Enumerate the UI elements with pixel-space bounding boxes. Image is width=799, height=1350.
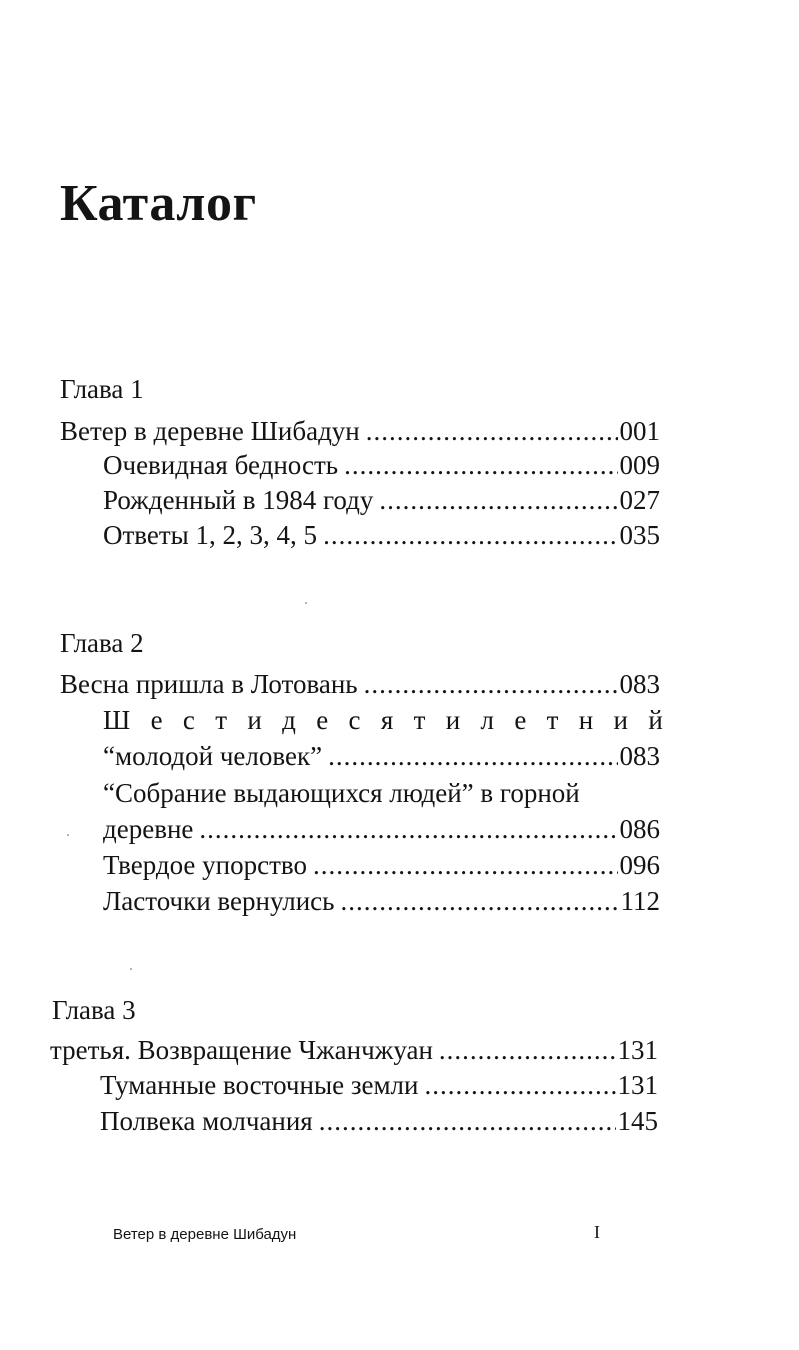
page-title: Каталог	[60, 175, 257, 232]
toc-entry[interactable]	[103, 452, 660, 479]
toc-entry-page: 112	[620, 886, 660, 916]
dot-leader	[379, 487, 617, 514]
toc-entry[interactable]	[100, 1108, 658, 1135]
toc-entry-title: Ласточки вернулись	[103, 886, 335, 916]
page-number: I	[594, 1222, 600, 1242]
toc-entry-page: 083	[619, 669, 660, 699]
toc-entry-page: 086	[619, 814, 660, 844]
spread-letter: с	[348, 705, 361, 735]
spread-letter: и	[445, 705, 461, 735]
dot-leader	[340, 888, 618, 915]
scan-speck	[130, 968, 132, 970]
toc-entry[interactable]	[103, 487, 660, 514]
chapter-3-label: Глава 3	[52, 995, 136, 1025]
toc-entry[interactable]	[103, 522, 660, 549]
spread-letter: е	[316, 705, 329, 735]
toc-entry-title: Весна пришла в Лотовань	[60, 669, 358, 699]
toc-entry-page: 083	[619, 741, 660, 771]
toc-entry-title: Туманные восточные земли	[100, 1070, 419, 1100]
scan-speck	[67, 834, 69, 836]
toc-entry-title: “молодой человек”	[103, 741, 323, 771]
running-footer-title: Ветер в деревне Шибадун	[113, 1226, 297, 1243]
toc-entry-title: Полвека молчания	[100, 1106, 313, 1136]
toc-entry-title: Очевидная бедность	[103, 450, 339, 480]
toc-entry[interactable]	[100, 1072, 658, 1099]
spread-letter: Ш	[103, 705, 131, 735]
spread-letter: е	[514, 705, 527, 735]
toc-entry-page: 145	[617, 1106, 658, 1136]
chapter-1-label: Глава 1	[60, 374, 144, 404]
toc-entry-title: Ответы 1, 2, 3, 4, 5	[103, 520, 318, 550]
toc-entry[interactable]	[50, 1037, 658, 1064]
dot-leader	[323, 522, 617, 549]
chapter-2-label: Глава 2	[60, 628, 144, 658]
toc-entry[interactable]	[103, 888, 660, 915]
toc-entry-title-line-1: “Собрание выдающихся людей” в горной	[103, 778, 580, 808]
toc-entry-title: деревне	[103, 814, 194, 844]
toc-entry[interactable]	[103, 743, 660, 770]
toc-entry-title: Ветер в деревне Шибадун	[60, 416, 360, 446]
spread-letter: н	[578, 705, 594, 735]
spread-letter: с	[182, 705, 195, 735]
toc-entry-page: 001	[619, 416, 660, 446]
dot-leader	[424, 1072, 615, 1099]
scan-speck	[305, 602, 307, 604]
toc-entry[interactable]	[103, 852, 660, 879]
toc-entry-page: 009	[619, 450, 660, 480]
spread-letter: й	[648, 705, 663, 735]
toc-entry-title-line-1	[103, 707, 663, 734]
spread-letter: д	[282, 705, 296, 735]
dot-leader	[319, 1108, 616, 1135]
toc-entry-page: 096	[619, 850, 660, 880]
toc-entry-title: Твердое упорство	[103, 850, 307, 880]
toc-entry-page: 035	[619, 520, 660, 550]
toc-entry-title: Рожденный в 1984 году	[103, 485, 374, 515]
spread-letter: я	[380, 705, 394, 735]
dot-leader	[199, 816, 617, 843]
toc-entry[interactable]	[60, 418, 660, 445]
dot-leader	[344, 452, 617, 479]
toc-entry[interactable]	[103, 816, 660, 843]
dot-leader	[313, 852, 618, 879]
spread-letter: е	[150, 705, 163, 735]
toc-entry-title: третья. Возвращение Чжанчжуан	[50, 1035, 433, 1065]
spread-letter: т	[215, 705, 228, 735]
dot-leader	[439, 1037, 616, 1064]
spread-letter: и	[247, 705, 262, 735]
spread-letter: т	[413, 705, 426, 735]
spread-letter: л	[480, 705, 494, 735]
dot-leader	[364, 671, 618, 698]
spread-letter: и	[613, 705, 628, 735]
toc-entry-page: 027	[619, 485, 660, 515]
dot-leader	[366, 418, 618, 445]
toc-entry-page: 131	[617, 1035, 658, 1065]
dot-leader	[328, 743, 617, 770]
spread-letter: т	[546, 705, 559, 735]
toc-entry-page: 131	[617, 1070, 658, 1100]
toc-entry[interactable]	[60, 671, 660, 698]
